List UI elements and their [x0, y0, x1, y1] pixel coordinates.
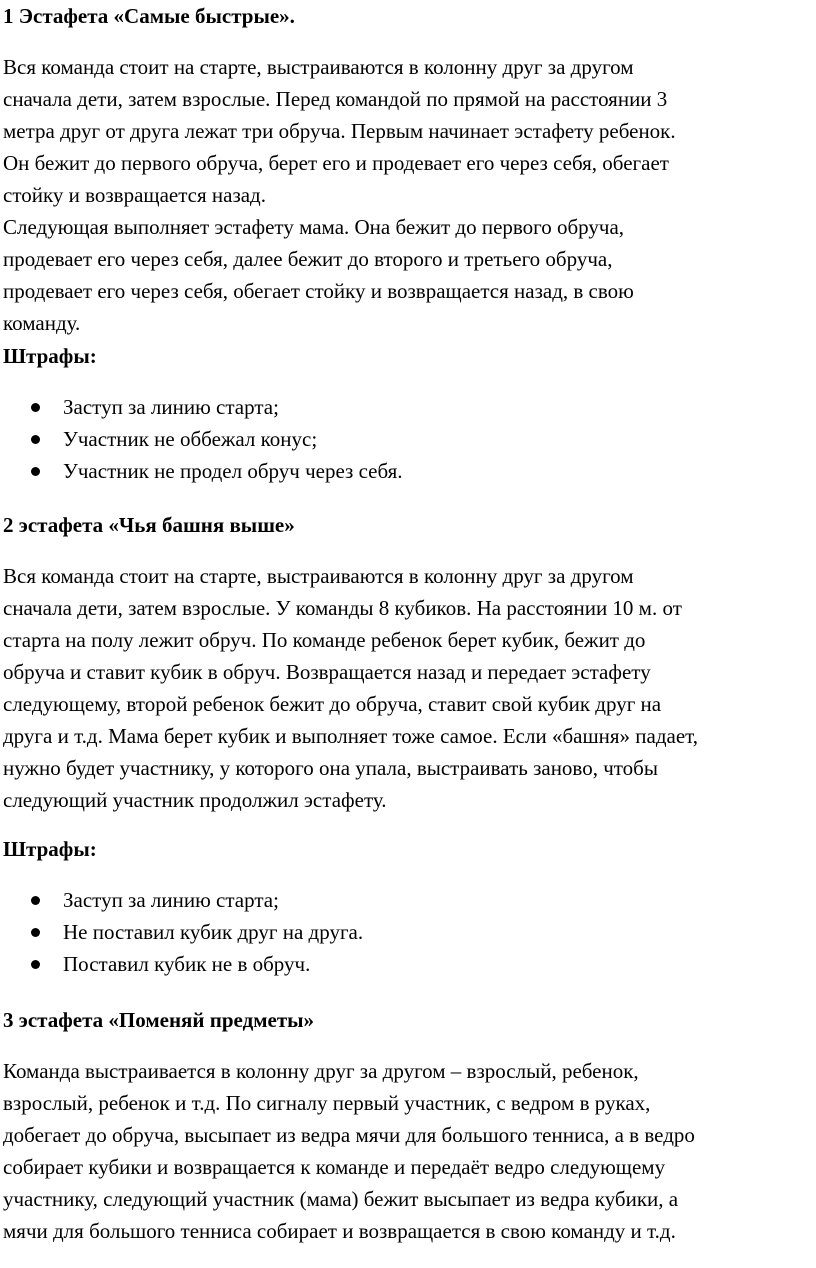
bullet-icon — [31, 960, 40, 969]
relay3-paragraph — [3, 1055, 695, 1247]
text-line: следующему, второй ребенок бежит до обруча, ставит свой кубик друг на — [3, 692, 662, 716]
relay1-penalties-title: Штрафы: — [3, 344, 97, 368]
text-line: мячи для большого тенниса собирает и возвращается в свою команду и т.д. — [3, 1219, 676, 1243]
text-line: продевает его через себя, далее бежит до второго и третьего обруча, — [3, 247, 613, 271]
text-line: стойку и возвращается назад. — [3, 183, 266, 207]
bullet-icon — [31, 896, 40, 905]
text-line: сначала дети, затем взрослые. Перед командой по прямой на расстоянии 3 — [3, 87, 668, 111]
text-line: добегает до обруча, высыпает из ведра мячи для большого тенниса, а в ведро — [3, 1123, 695, 1147]
text-line: друга и т.д. Мама берет кубик и выполняет тоже самое. Если «башня» падает, — [3, 724, 699, 748]
penalty-text: Заступ за линию старта; — [63, 888, 279, 912]
bullet-icon — [31, 435, 40, 444]
list-item — [3, 423, 803, 455]
text-line: взрослый, ребенок и т.д. По сигналу первый участник, с ведром в руках, — [3, 1091, 651, 1115]
text-line: Он бежит до первого обруча, берет его и продевает его через себя, обегает — [3, 151, 669, 175]
text-line: Вся команда стоит на старте, выстраиваются в колонну друг за другом — [3, 564, 634, 588]
relay1-paragraph-2 — [3, 211, 634, 339]
text-line: Следующая выполняет эстафету мама. Она бежит до первого обруча, — [3, 215, 625, 239]
relay1-title: 1 Эстафета «Самые быстрые». — [3, 4, 295, 28]
text-line: метра друг от друга лежат три обруча. Первым начинает эстафету ребенок. — [3, 119, 676, 143]
text-line: продевает его через себя, обегает стойку и возвращается назад, в свою — [3, 279, 634, 303]
bullet-icon — [31, 467, 40, 476]
text-line: сначала дети, затем взрослые. У команды 8 кубиков. На расстоянии 10 м. от — [3, 596, 682, 620]
list-item — [3, 884, 803, 916]
text-line: Вся команда стоит на старте, выстраиваются в колонну друг за другом — [3, 55, 634, 79]
penalty-text: Не поставил кубик друг на друга. — [63, 920, 364, 944]
text-line: следующий участник продолжил эстафету. — [3, 788, 387, 812]
text-line: старта на полу лежит обруч. По команде ребенок берет кубик, бежит до — [3, 628, 646, 652]
list-item — [3, 948, 803, 980]
text-line: нужно будет участнику, у которого она упала, выстраивать заново, чтобы — [3, 756, 658, 780]
penalty-text: Участник не продел обруч через себя. — [63, 459, 403, 483]
relay2-paragraph — [3, 560, 698, 816]
text-line: обруча и ставит кубик в обруч. Возвращается назад и передает эстафету — [3, 660, 651, 684]
list-item — [3, 455, 803, 487]
relay2-penalties-title: Штрафы: — [3, 837, 97, 861]
penalty-text: Поставил кубик не в обруч. — [63, 952, 311, 976]
text-line: Команда выстраивается в колонну друг за другом – взрослый, ребенок, — [3, 1059, 639, 1083]
relay1-penalties-list — [3, 391, 803, 487]
list-item — [3, 916, 803, 948]
text-line: собирает кубики и возвращается к команде и передаёт ведро следующему — [3, 1155, 666, 1179]
relay3-title: 3 эстафета «Поменяй предметы» — [3, 1008, 315, 1032]
relay2-penalties-list — [3, 884, 803, 980]
relay2-title: 2 эстафета «Чья башня выше» — [3, 513, 295, 537]
penalty-text: Участник не оббежал конус; — [63, 427, 318, 451]
bullet-icon — [31, 403, 40, 412]
relay1-paragraph-1 — [3, 51, 676, 211]
text-line: команду. — [3, 311, 81, 335]
list-item — [3, 391, 803, 423]
text-line: участнику, следующий участник (мама) бежит высыпает из ведра кубики, а — [3, 1187, 679, 1211]
penalty-text: Заступ за линию старта; — [63, 395, 279, 419]
bullet-icon — [31, 928, 40, 937]
